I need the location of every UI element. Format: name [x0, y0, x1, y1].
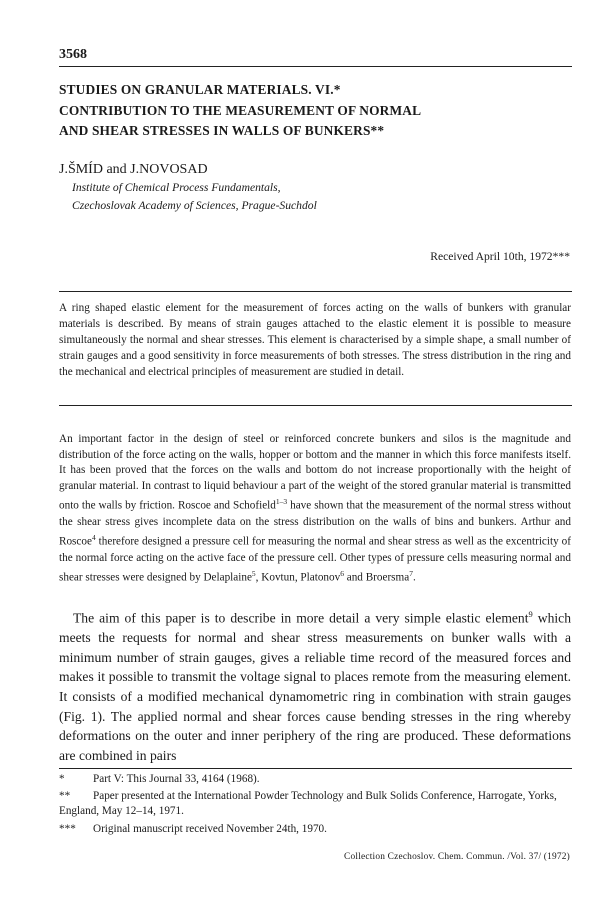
footnote-rule — [59, 768, 572, 769]
body-paragraph-1: An important factor in the design of steel or reinforced concrete bunkers and silos is the magnitude and distribution of the force acting on the walls, hopper or bottom and the manner in which this force manifests itself. It has been proved that the forces on the walls and bottom do not increase proportionally with the height of granular material. In contrast to liquid behaviour a part of the weight of the stored granular material is transmitted onto the walls by friction. Roscoe and Schofield$^{1-3}$ have shown that the measurement of the normal stress without the shear stress gives incomplete data on the stress distribution on the walls of bins and bunkers. Arthur and Roscoe$^4$ therefore designed a pressure cell for measuring the normal and shear stress as well as the excentricity of the normal force acting on the active face of the pressure cell. Other types of pressure cells measuring normal and shear stresses were designed by Delaplaine$^5$, Kovtun, Platonov$^6$ and Broersma$^7$. — [59, 433, 571, 584]
title-line-3: AND SHEAR STRESSES IN WALLS OF BUNKERS** — [59, 123, 385, 138]
authors: J.ŠMÍD and J.NOVOSAD — [59, 162, 208, 177]
footnote-2: ** Paper presented at the International Powder Technology and Bulk Solids Conference, Harrogate, Yorks, England, May 12–14, 1971. — [59, 790, 557, 818]
footnote-1: * Part V: This Journal 33, 4164 (1968). — [59, 772, 574, 787]
footnote-marker: *** — [59, 823, 76, 835]
title-line-2: CONTRIBUTION TO THE MEASUREMENT OF NORMAL — [59, 103, 422, 118]
affiliation-line-2: Czechoslovak Academy of Sciences, Prague-Suchdol — [72, 199, 317, 212]
abstract-bottom-rule — [59, 405, 572, 406]
received-date: Received April 10th, 1972*** — [430, 250, 570, 263]
title-line-1: STUDIES ON GRANULAR MATERIALS. VI.* — [59, 82, 341, 97]
footnote-marker: * — [59, 773, 65, 785]
ref-superscript: 7 — [409, 569, 413, 579]
journal-footer: Collection Czechoslov. Chem. Commun. /Vol. 37/ (1972) — [344, 852, 570, 862]
affiliation-line-1: Institute of Chemical Process Fundamentals, — [72, 181, 281, 194]
ref-superscript: 6 — [340, 569, 344, 579]
header-rule — [59, 66, 572, 67]
abstract-top-rule — [59, 291, 572, 292]
ref-superscript: 1–3 — [275, 497, 288, 507]
footnote-3: *** Original manuscript received November 24th, 1970. — [59, 822, 574, 837]
page-number: 3568 — [59, 47, 87, 62]
ref-superscript: 9 — [528, 609, 533, 619]
footnote-marker: ** — [59, 790, 71, 802]
ref-superscript: 4 — [91, 533, 96, 543]
abstract: A ring shaped elastic element for the measurement of forces acting on the walls of bunkers with granular materials is described. By means of strain gauges attached to the elastic element it is possible to measure simultaneously the normal and shear stresses. This element is characterised by a simple shape, a small number of strain gauges and a good sensitivity in force measurements of both stresses. The stress distribution in the ring and the mechanical and electrical principles of measurement are studied in detail. — [59, 302, 571, 379]
ref-superscript: 5 — [251, 569, 256, 579]
body-paragraph-2: The aim of this paper is to describe in more detail a very simple elastic element$^9$ which meets the requests for normal and shear stress measurements on bunker walls with a minimum number of strain gauges, gives a reliable time record of the measured forces and makes it possible to transmit the voltage signal to places remote from the measuring element. It consists of a modified mechanical dynamometric ring in combination with strain gauges (Fig. 1). The applied normal and shear forces cause bending stresses in the ring whereby deformations on the outer and inner periphery of the ring are produced. These deformations are combined in pairs — [59, 609, 571, 763]
